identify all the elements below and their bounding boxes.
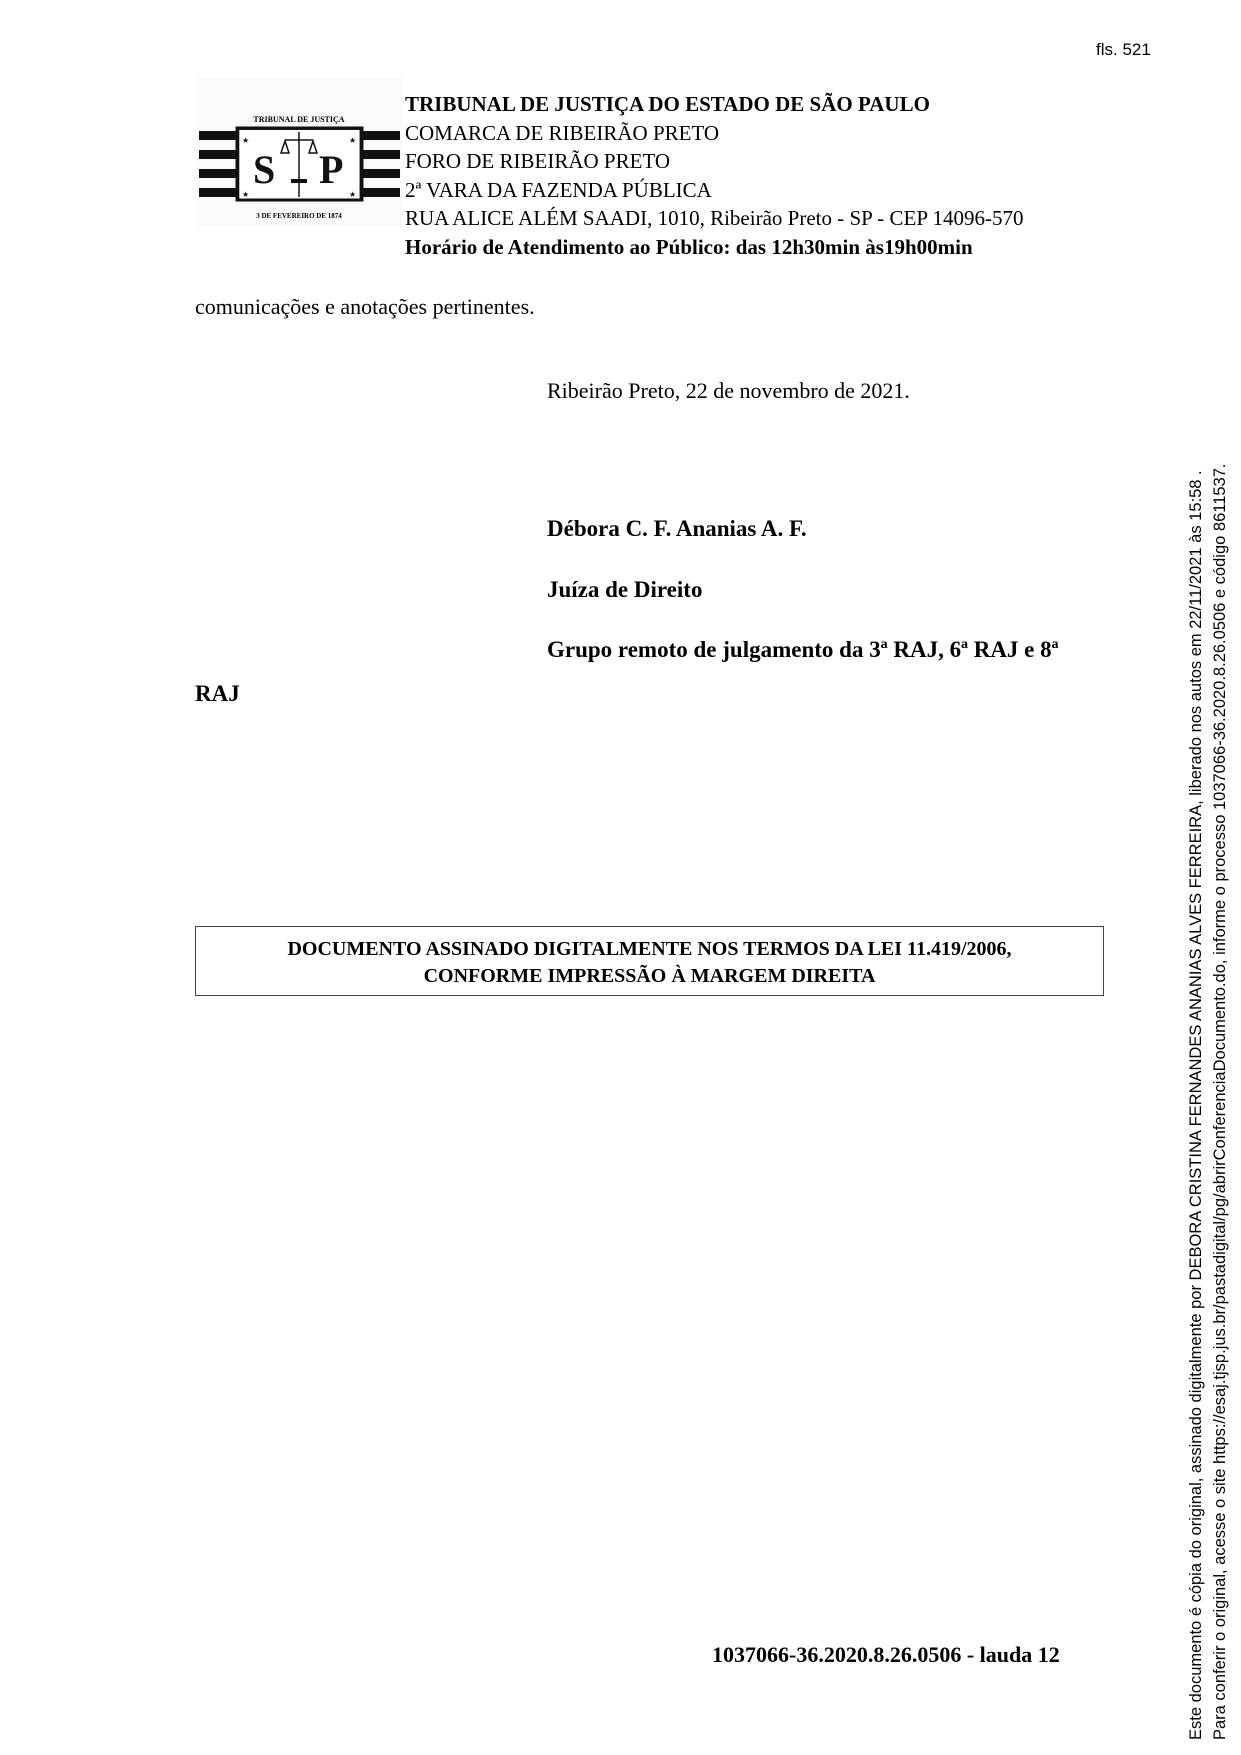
logo-letter-p: P	[319, 147, 344, 192]
vara: 2ª VARA DA FAZENDA PÚBLICA	[405, 177, 712, 202]
notice-line1: DOCUMENTO ASSINADO DIGITALMENTE NOS TERMOS DA LEI 11.419/2006,	[287, 938, 1012, 960]
court-name: TRIBUNAL DE JUSTIÇA DO ESTADO DE SÃO PAULO	[405, 92, 930, 116]
continuation-text: comunicações e anotações pertinentes.	[195, 294, 535, 319]
svg-text:★: ★	[349, 136, 357, 145]
address: RUA ALICE ALÉM SAADI, 1010, Ribeirão Preto - SP - CEP 14096-570	[405, 206, 1024, 231]
page-number: fls. 521	[1096, 40, 1151, 59]
court-header	[405, 90, 1024, 262]
side-margin-stamp	[1184, 290, 1241, 1740]
svg-text:★: ★	[242, 190, 250, 199]
remote-group-line2: RAJ	[195, 681, 240, 706]
svg-text:★: ★	[242, 136, 250, 145]
side-margin-line1: Este documento é cópia do original, assinado digitalmente por DEBORA CRISTINA FERNANDES ANANIAS ALVES FERREIRA, liberado nos autos em 22/11/2021 às 15:58 .	[1187, 470, 1205, 1740]
notice-line2: CONFORME IMPRESSÃO À MARGEM DIREITA	[423, 965, 876, 987]
place-date: Ribeirão Preto, 22 de novembro de 2021.	[547, 378, 910, 403]
comarca: COMARCA DE RIBEIRÃO PRETO	[405, 120, 720, 145]
judge-name: Débora C. F. Ananias A. F.	[547, 516, 807, 541]
remote-group-line1: Grupo remoto de julgamento da 3ª RAJ, 6ª RAJ e 8ª	[547, 637, 1059, 662]
side-margin-line2: Para conferir o original, acesse o site https://esaj.tjsp.jus.br/pastadigital/pg/abrirConferenciaDocumento.do, informe o processo 1037066-36.2020.8.26.0506 e código 8611537.	[1211, 463, 1229, 1740]
tjsp-logo	[197, 77, 402, 227]
process-footer: 1037066-36.2020.8.26.0506 - lauda 12	[712, 1642, 1060, 1667]
office-hours: Horário de Atendimento ao Público: das 12h30min às19h00min	[405, 234, 973, 259]
digital-signature-notice	[195, 926, 1104, 996]
logo-bottom-text: 3 DE FEVEREIRO DE 1874	[256, 212, 342, 220]
svg-text:★: ★	[349, 190, 357, 199]
logo-top-text: TRIBUNAL DE JUSTIÇA	[253, 115, 345, 124]
logo-letter-s: S	[253, 147, 276, 192]
foro: FORO DE RIBEIRÃO PRETO	[405, 149, 671, 174]
judge-title: Juíza de Direito	[547, 577, 703, 602]
